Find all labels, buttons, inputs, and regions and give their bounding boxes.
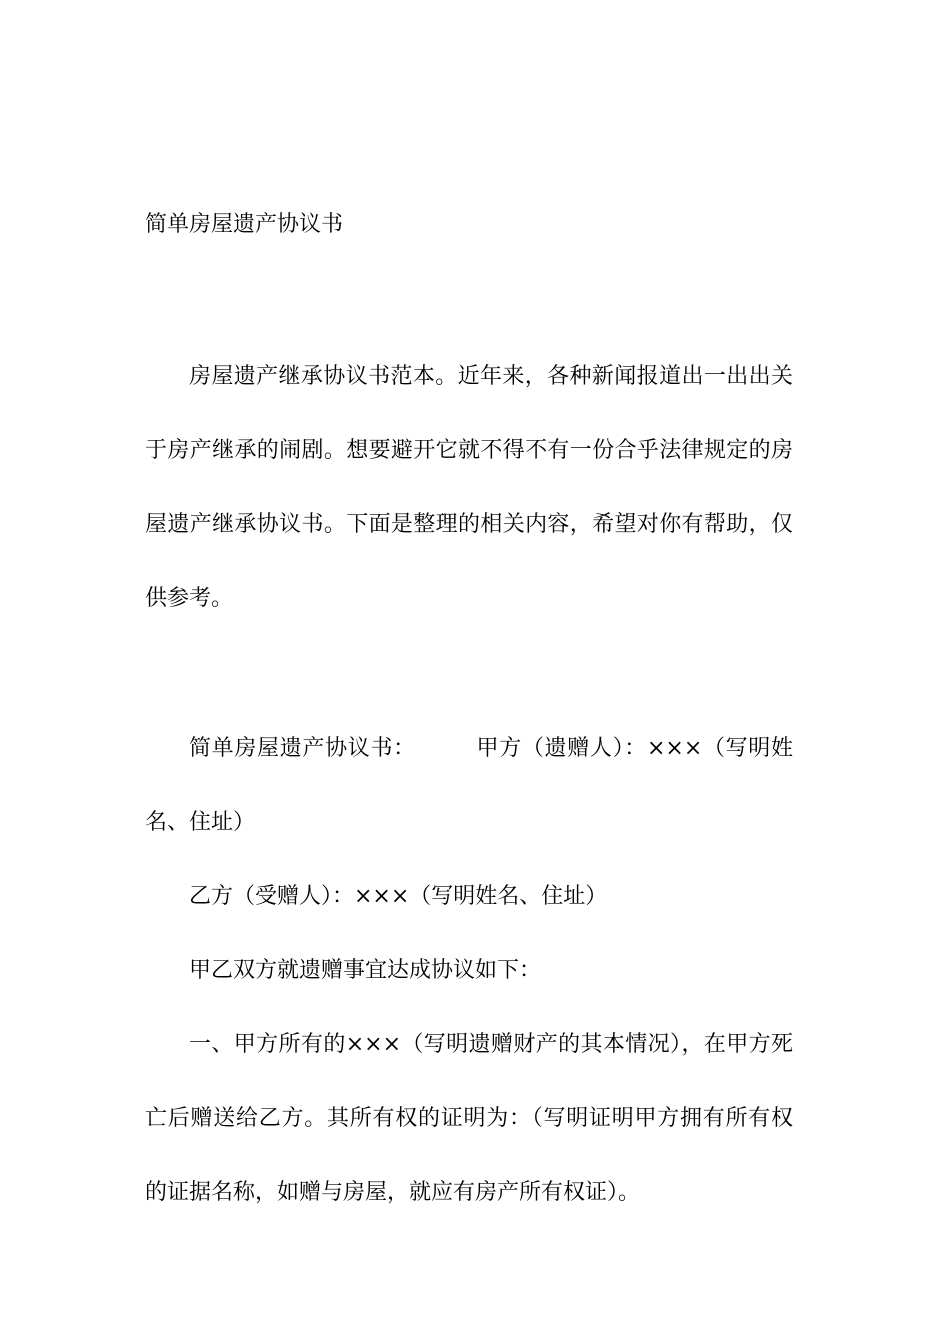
party-a-line: 甲方（遗赠人）：×××（写明姓名、住址） (145, 736, 793, 835)
document-title: 简单房屋遗产协议书 (145, 212, 344, 237)
agreement-intro-paragraph: 甲乙双方就遗赠事宜达成协议如下： (189, 958, 542, 983)
intro-paragraph: 房屋遗产继承协议书范本。近年来，各种新闻报道出一出出关于房产继承的闹剧。想要避开它就不得不有一份合乎法律规定的房屋遗产继承协议书。下面是整理的相关内容，希望对你有帮助，仅供参考。 (145, 364, 793, 611)
clause-1-paragraph: 一、甲方所有的×××（写明遗赠财产的其本情况），在甲方死亡后赠送给乙方。其所有权的证明为：（写明证明甲方拥有所有权的证据名称，如赠与房屋，就应有房产所有权证）。 (145, 1032, 793, 1205)
agreement-header-paragraph (145, 712, 793, 860)
agreement-heading: 简单房屋遗产协议书： (189, 736, 416, 761)
party-b-paragraph: 乙方（受赠人）：×××（写明姓名、住址） (189, 884, 608, 909)
